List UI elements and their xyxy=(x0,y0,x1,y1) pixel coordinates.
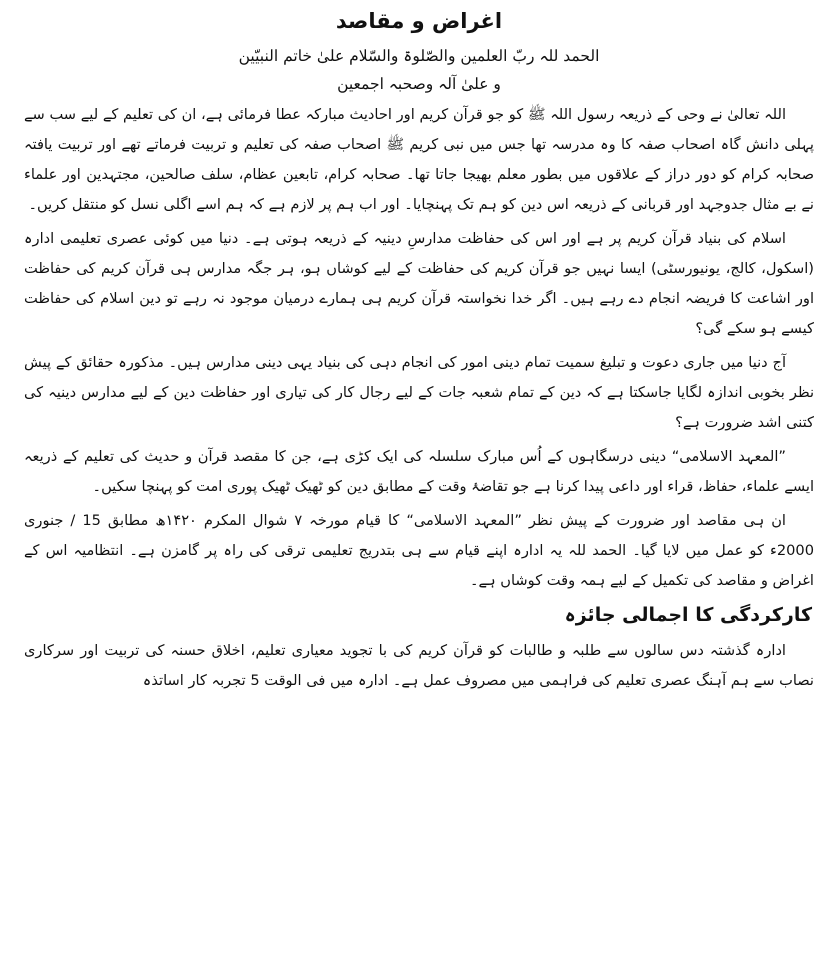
paragraph-institute-mission: ”المعہد الاسلامی“ دینی درسگاہوں کے اُس مبارک سلسلہ کی ایک کڑی ہے، جن کا مقصد قرآن و حدیث کی تعلیم کے ذریعہ ایسے علماء، حفاظ، قراء اور داعی پیدا کرنا ہے جو تقاضۂ وقت کے مطابق دین کو ٹھیک ٹھیک پوری امت کو پہنچا سکیں۔ xyxy=(24,448,814,495)
paragraph-introduction: اللہ تعالیٰ نے وحی کے ذریعہ رسول اللہ ﷺ کو جو قرآن کریم اور احادیث مبارکہ عطا فرمائی ہے، ان کی تعلیم کے لیے سب سے پہلی دانش گاہ اصحاب صفہ کا وہ مدرسہ تھا جس میں نبی کریم ﷺ اصحاب صفہ کی تعلیم و تربیت فرماتے تھے اور تربیت یافتہ صحابہ کرام کو دور دراز کے علاقوں میں بطور معلم بھیجا جاتا تھا۔ صحابہ کرام، تابعین عظام، سلف صالحین، مجتہدین اور علماء نے بے مثال جدوجہد اور قربانی کے ذریعہ اس دین کو ہم تک پہنچایا۔ اور اب ہم پر لازم ہے کہ ہم اسے اگلی نسل کو منتقل کریں۔ xyxy=(24,106,814,213)
document-page xyxy=(24,6,814,700)
paragraph-quran-protection: اسلام کی بنیاد قرآن کریم پر ہے اور اس کی حفاظت مدارسِ دینیہ کے ذریعہ ہوتی ہے۔ دنیا میں کوئی عصری تعلیمی ادارہ (اسکول، کالج، یونیورسٹی) ایسا نہیں جو قرآن کریم کی حفاظت کے لیے کوشاں ہو، ہر جگہ مدارس ہی قرآن کریم کی حفاظت اور اشاعت کا فریضہ انجام دے رہے ہیں۔ اگر خدا نخواستہ قرآن کریم ہی ہمارے درمیان موجود نہ رہے تو دین اسلام کی حفاظت کیسے ہو سکے گی؟ xyxy=(24,230,814,337)
paragraph-founding: ان ہی مقاصد اور ضرورت کے پیش نظر ”المعہد الاسلامی“ کا قیام مورخہ ۷ شوال المکرم ۱۴۲۰ھ مطابق 15 / جنوری 2000ء کو عمل میں لایا گیا۔ الحمد للہ یہ ادارہ اپنے قیام سے ہی بتدریج تعلیمی ترقی کی راہ پر گامزن ہے۔ انتظامیہ اس کے اغراض و مقاصد کی تکمیل کے لیے ہمہ وقت کوشاں ہے۔ xyxy=(24,512,814,589)
invocation-line-1: الحمد للہ ربّ العلمین والصّلوۃ والسّلام علیٰ خاتم النبیّین xyxy=(238,47,600,65)
page-title: اغراض و مقاصد xyxy=(335,9,503,33)
invocation-line-2: و علیٰ آلہ وصحبہ اجمعین xyxy=(337,75,501,93)
section-heading: کارکردگی کا اجمالی جائزہ xyxy=(564,604,812,626)
paragraph-performance: ادارہ گذشتہ دس سالوں سے طلبہ و طالبات کو قرآن کریم کی با تجوید معیاری تعلیم، اخلاق حسنہ کی تربیت اور سرکاری نصاب سے ہم آہنگ عصری تعلیم کی فراہمی میں مصروف عمل ہے۔ ادارہ میں فی الوقت 5 تجربہ کار اساتذہ xyxy=(24,642,814,689)
paragraph-madaris-role: آج دنیا میں جاری دعوت و تبلیغ سمیت تمام دینی امور کی انجام دہی کی بنیاد یہی دینی مدارس ہیں۔ مذکورہ حقائق کے پیش نظر بخوبی اندازہ لگایا جاسکتا ہے کہ دین کے تمام شعبہ جات کے لیے رجال کار کی تیاری اور حفاظت دین کے لیے مدارس دینیہ کی کتنی اشد ضرورت ہے؟ xyxy=(24,354,814,431)
